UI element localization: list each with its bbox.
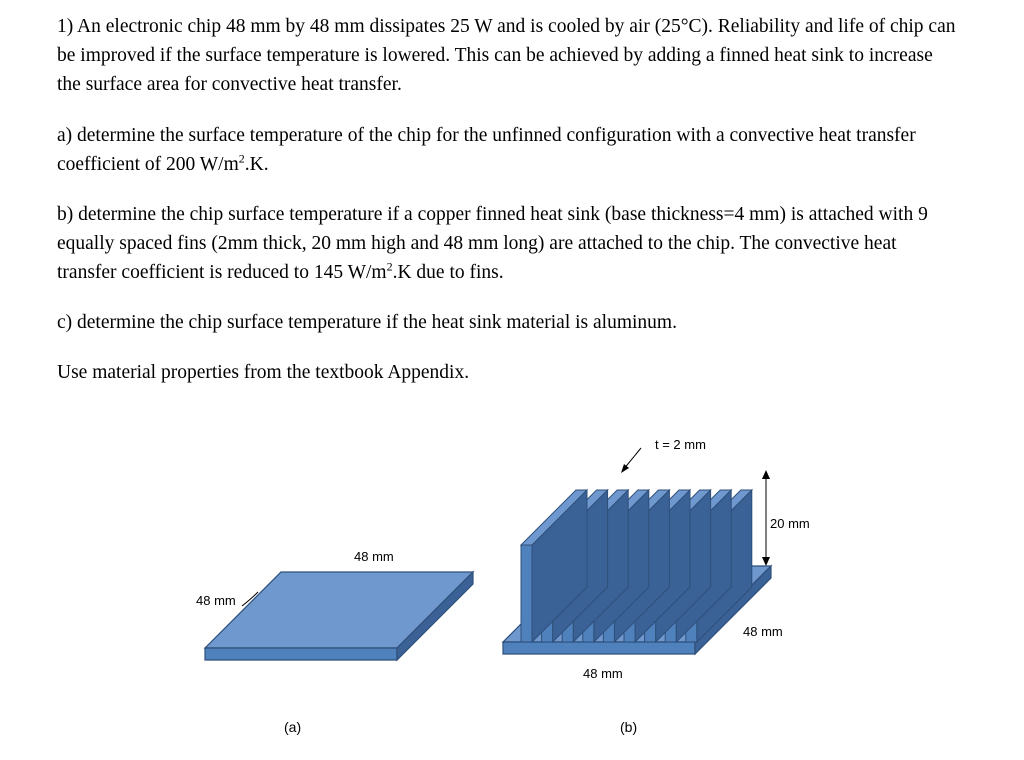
depth-label: 48 mm xyxy=(743,624,783,639)
part-b-tail: .K due to fins. xyxy=(392,262,504,283)
part-a-text: a) determine the surface temperature of the chip for the unfinned configuration with a convective heat transfer coefficient of 200 W/m xyxy=(57,125,916,175)
thickness-label: t = 2 mm xyxy=(655,437,706,452)
part-a-tail: .K. xyxy=(244,154,269,175)
chip-top-face xyxy=(205,572,473,648)
part-c: c) determine the chip surface temperature if the heat sink material is aluminum. xyxy=(57,312,677,333)
thickness-arrowhead xyxy=(621,464,629,473)
note: Use material properties from the textbook Appendix. xyxy=(57,362,470,383)
heat-sink-base-front xyxy=(503,642,695,654)
width-label: 48 mm xyxy=(583,666,623,681)
chip-plate xyxy=(205,572,473,660)
heat-sink xyxy=(503,490,771,654)
fin-front-face xyxy=(521,545,532,642)
problem-intro: 1) An electronic chip 48 mm by 48 mm dissipates 25 W and is cooled by air (25°C). Reliability and life of chip can be improved if the surface temperature is lowered. This can be achieved by adding a finned heat sink to increase the surface area for convective heat transfer. xyxy=(57,16,956,95)
chip-top-label: 48 mm xyxy=(354,549,394,564)
chip-side-label: 48 mm xyxy=(196,593,236,608)
height-arrowhead-top xyxy=(762,470,770,479)
height-label: 20 mm xyxy=(770,516,810,531)
caption-b: (b) xyxy=(620,719,638,735)
height-arrowhead-bottom xyxy=(762,557,770,566)
part-a-sup: 2 xyxy=(238,151,245,166)
part-b-text: b) determine the chip surface temperature if a copper finned heat sink (base thickness=4 mm) is attached with 9 equally spaced fins (2mm thick, 20 mm high and 48 mm long) are attached to the chip. The convective heat transfer coefficient is reduced to 145 W/m xyxy=(57,204,928,283)
fins xyxy=(521,490,752,642)
part-b-sup: 2 xyxy=(386,259,393,274)
chip-front-face xyxy=(205,648,397,660)
caption-a: (a) xyxy=(284,719,302,735)
